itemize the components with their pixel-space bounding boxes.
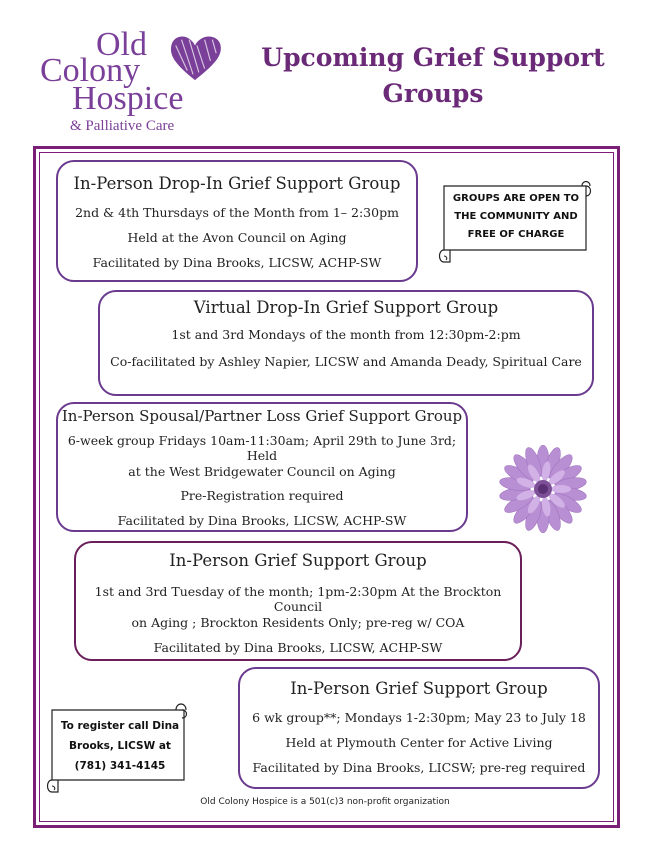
group-card-plymouth — [238, 667, 600, 789]
group-card-virtual — [98, 290, 594, 396]
logo-text-hospice: Hospice — [72, 80, 184, 117]
group-line: Held at the Avon Council on Aging — [127, 230, 347, 245]
group-line: Facilitated by Dina Brooks, LICSW, ACHP-SW — [153, 640, 443, 655]
group-card-spousal — [56, 402, 468, 532]
heart-icon — [166, 32, 224, 84]
register-line-2: Brooks, LICSW at — [69, 740, 171, 752]
footer-note: Old Colony Hospice is a 501(c)3 non-profit organization — [200, 797, 450, 807]
group-line: Facilitated by Dina Brooks, LICSW; pre-reg required — [252, 760, 586, 775]
group-line: 2nd & 4th Thursdays of the Month from 1– 2:30pm — [75, 205, 399, 220]
notice-text — [446, 190, 586, 244]
group-title: In-Person Grief Support Group — [169, 551, 427, 570]
group-line: on Aging ; Brockton Residents Only; pre-reg w/ COA — [131, 615, 465, 630]
register-scroll — [44, 700, 192, 800]
register-text — [54, 716, 186, 776]
group-title: In-Person Spousal/Partner Loss Grief Support Group — [61, 407, 463, 425]
logo-text-colony: Colony — [40, 52, 141, 89]
notice-scroll — [436, 180, 592, 270]
group-line: Pre-Registration required — [180, 488, 344, 503]
group-line: Held at Plymouth Center for Active Living — [285, 735, 553, 750]
group-title: In-Person Grief Support Group — [290, 679, 548, 698]
group-line: Co-facilitated by Ashley Napier, LICSW and Amanda Deady, Spiritual Care — [110, 354, 582, 369]
notice-line-1: GROUPS ARE OPEN TO — [452, 193, 580, 204]
group-line: Facilitated by Dina Brooks, LICSW, ACHP-SW — [117, 513, 407, 528]
logo-text-old: Old — [96, 26, 147, 63]
logo-text-palliative: & Palliative Care — [70, 118, 175, 134]
group-line: at the West Bridgewater Council on Aging — [128, 464, 396, 479]
notice-line-2: THE COMMUNITY AND — [454, 211, 578, 222]
group-card-avon — [56, 160, 418, 282]
title-line-1: Upcoming Grief Support — [261, 43, 605, 72]
organization-logo — [38, 26, 228, 140]
register-line-1: To register call Dina — [60, 720, 180, 732]
group-title: Virtual Drop-In Grief Support Group — [193, 298, 499, 317]
page-title — [248, 40, 618, 112]
group-line: 6 wk group**; Mondays 1-2:30pm; May 23 to July 18 — [252, 710, 586, 725]
title-line-2: Groups — [382, 79, 484, 108]
notice-line-3: FREE OF CHARGE — [467, 229, 565, 240]
group-title: In-Person Drop-In Grief Support Group — [73, 174, 401, 193]
group-line: 1st and 3rd Tuesday of the month; 1pm-2:30pm At the Brockton Council — [94, 584, 502, 614]
group-line: 1st and 3rd Mondays of the month from 12:30pm-2:pm — [171, 327, 521, 342]
register-line-3: (781) 341-4145 — [74, 760, 166, 772]
group-line: Facilitated by Dina Brooks, LICSW, ACHP-SW — [92, 255, 382, 270]
flower-icon — [496, 445, 590, 533]
group-line: 6-week group Fridays 10am-11:30am; April 29th to June 3rd; Held — [67, 433, 457, 463]
group-card-brockton — [74, 541, 522, 661]
